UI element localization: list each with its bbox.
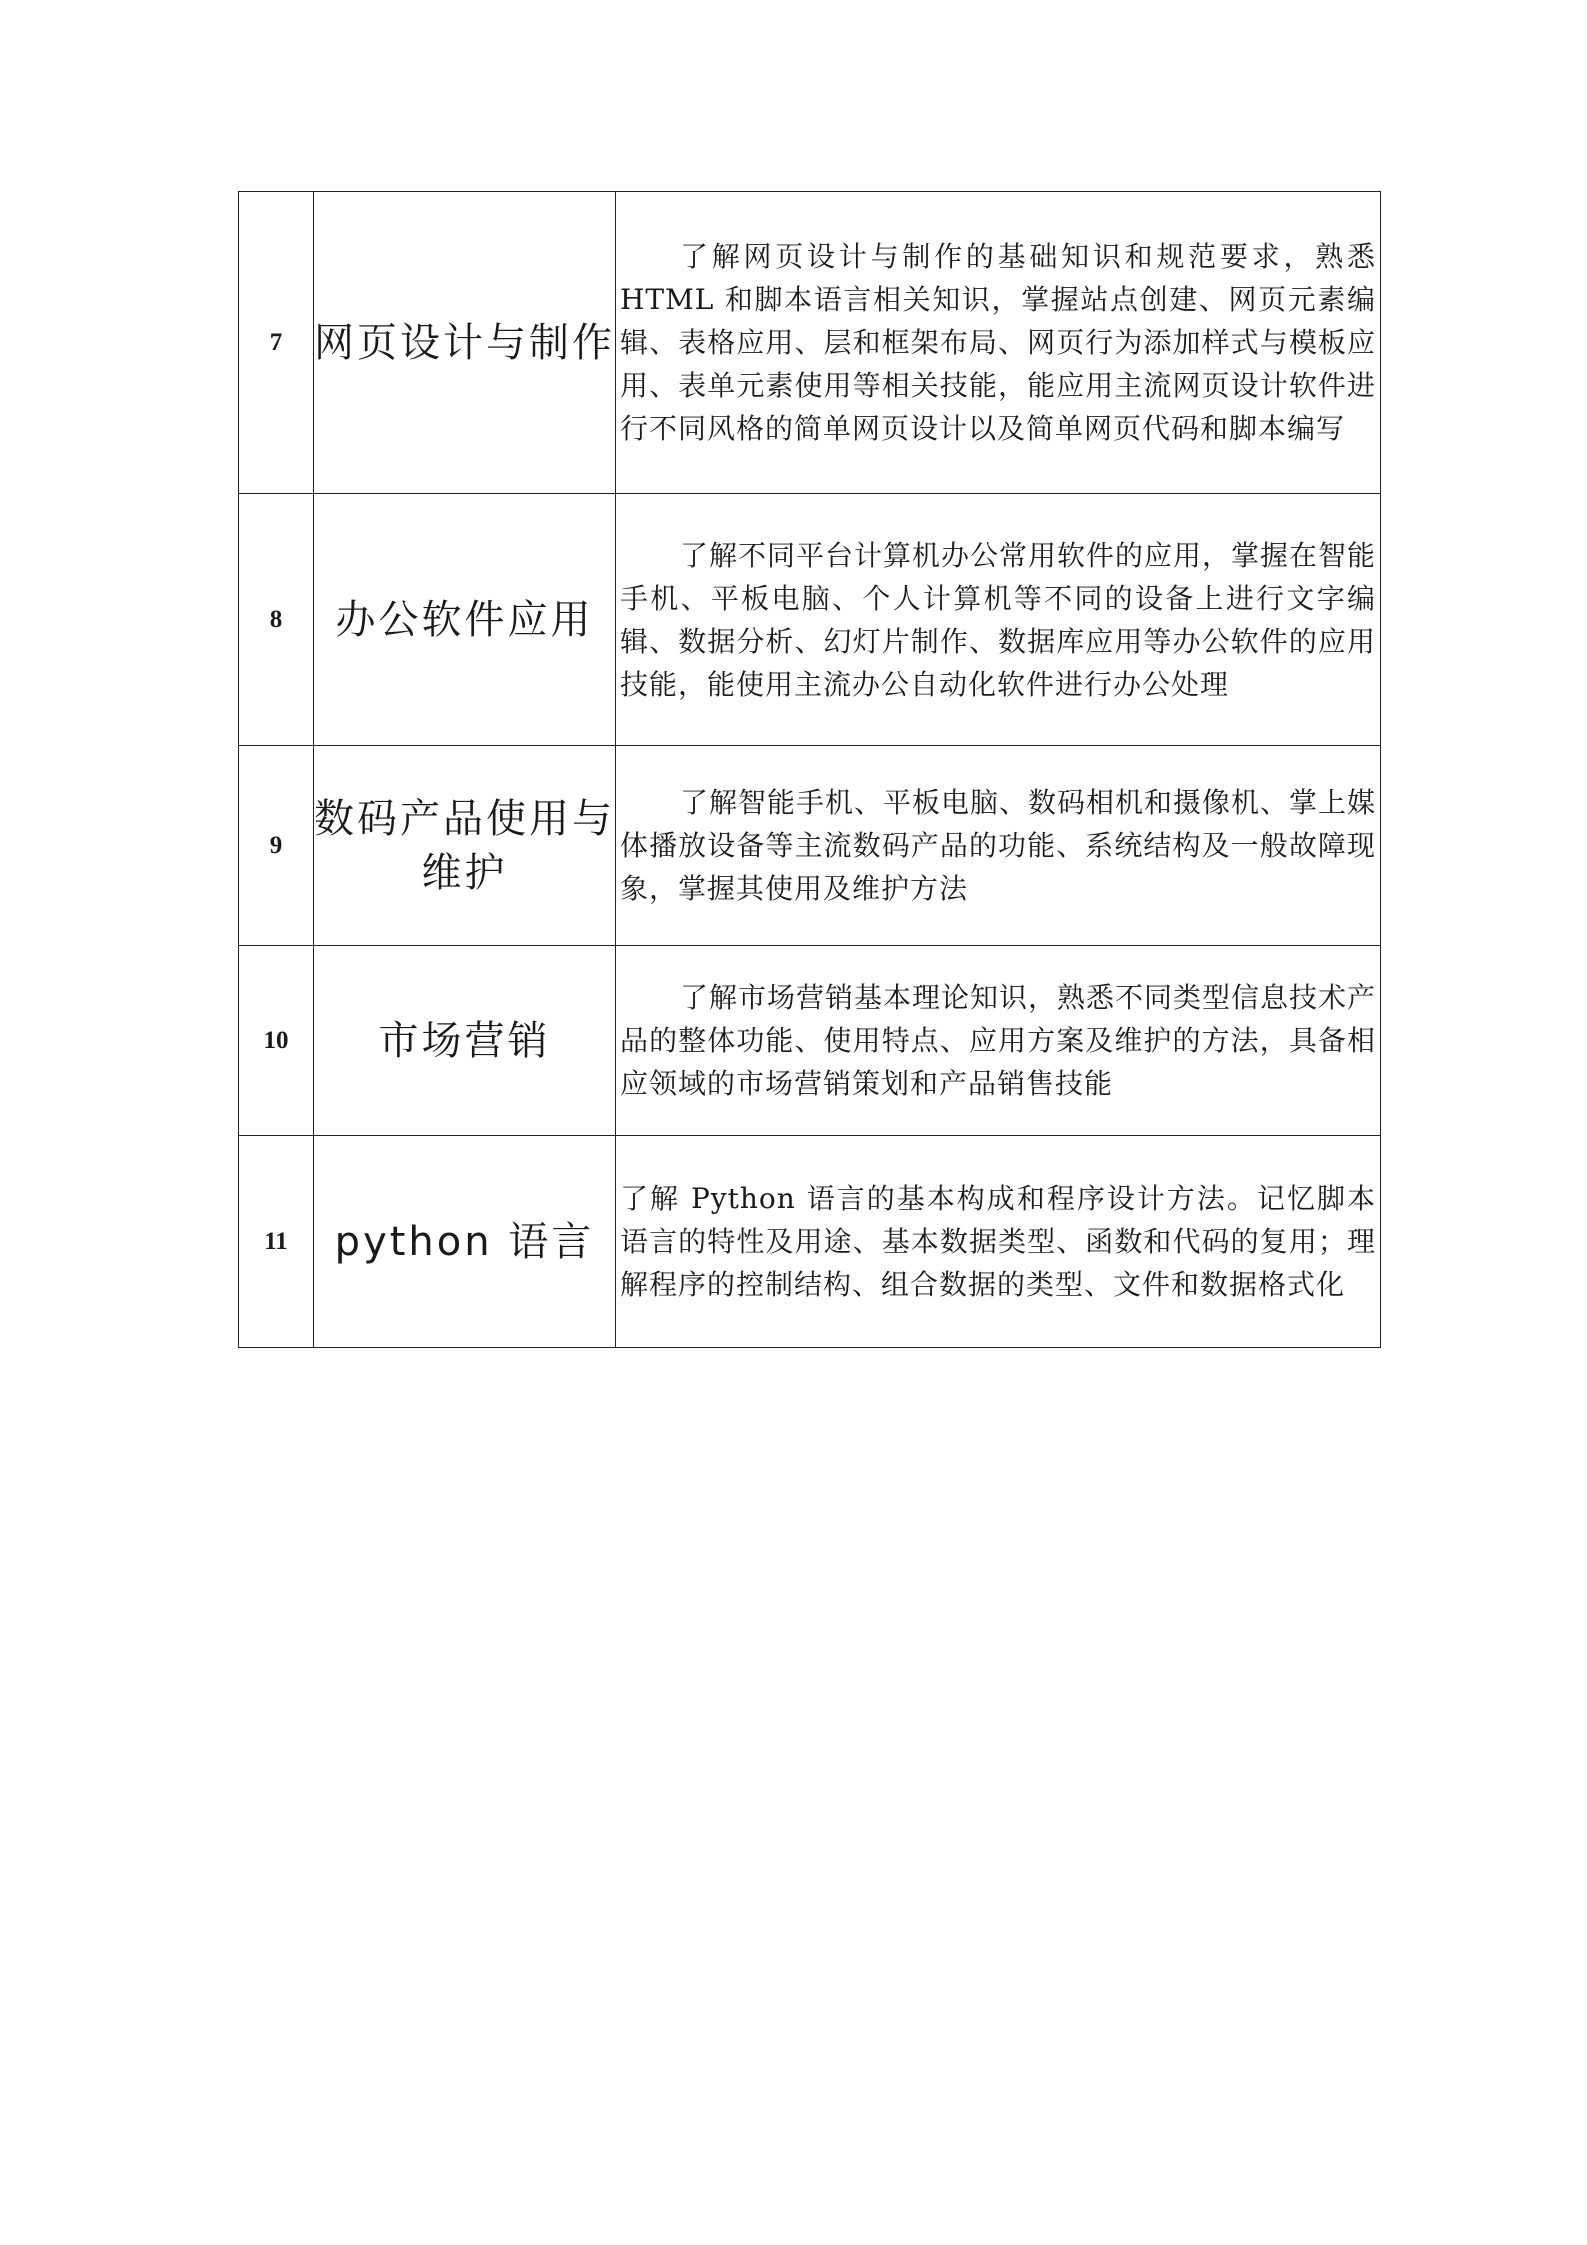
- course-name: 市场营销: [314, 946, 616, 1136]
- course-description: 了解市场营销基本理论知识，熟悉不同类型信息技术产品的整体功能、使用特点、应用方案及维护的方法，具备相应领域的市场营销策划和产品销售技能: [616, 946, 1381, 1136]
- course-description: 了解网页设计与制作的基础知识和规范要求，熟悉HTML 和脚本语言相关知识，掌握站点创建、网页元素编辑、表格应用、层和框架布局、网页行为添加样式与模板应用、表单元素使用等相关技能，能应用主流网页设计软件进行不同风格的简单网页设计以及简单网页代码和脚本编写: [616, 192, 1381, 494]
- row-number: 10: [239, 946, 314, 1136]
- row-number: 9: [239, 746, 314, 946]
- course-name: 办公软件应用: [314, 494, 616, 746]
- course-table: [238, 191, 1381, 1348]
- row-number: 11: [239, 1136, 314, 1348]
- table-row: [239, 494, 1381, 746]
- table-row: [239, 1136, 1381, 1348]
- course-name: 网页设计与制作: [314, 192, 616, 494]
- course-description: 了解不同平台计算机办公常用软件的应用，掌握在智能手机、平板电脑、个人计算机等不同的设备上进行文字编辑、数据分析、幻灯片制作、数据库应用等办公软件的应用技能，能使用主流办公自动化软件进行办公处理: [616, 494, 1381, 746]
- table-row: [239, 192, 1381, 494]
- row-number: 7: [239, 192, 314, 494]
- course-description: 了解 Python 语言的基本构成和程序设计方法。记忆脚本语言的特性及用途、基本数据类型、函数和代码的复用；理解程序的控制结构、组合数据的类型、文件和数据格式化: [616, 1136, 1381, 1348]
- table-row: [239, 746, 1381, 946]
- row-number: 8: [239, 494, 314, 746]
- table-row: [239, 946, 1381, 1136]
- course-name: python 语言: [314, 1136, 616, 1348]
- course-description: 了解智能手机、平板电脑、数码相机和摄像机、掌上媒体播放设备等主流数码产品的功能、系统结构及一般故障现象，掌握其使用及维护方法: [616, 746, 1381, 946]
- course-name: 数码产品使用与维护: [314, 746, 616, 946]
